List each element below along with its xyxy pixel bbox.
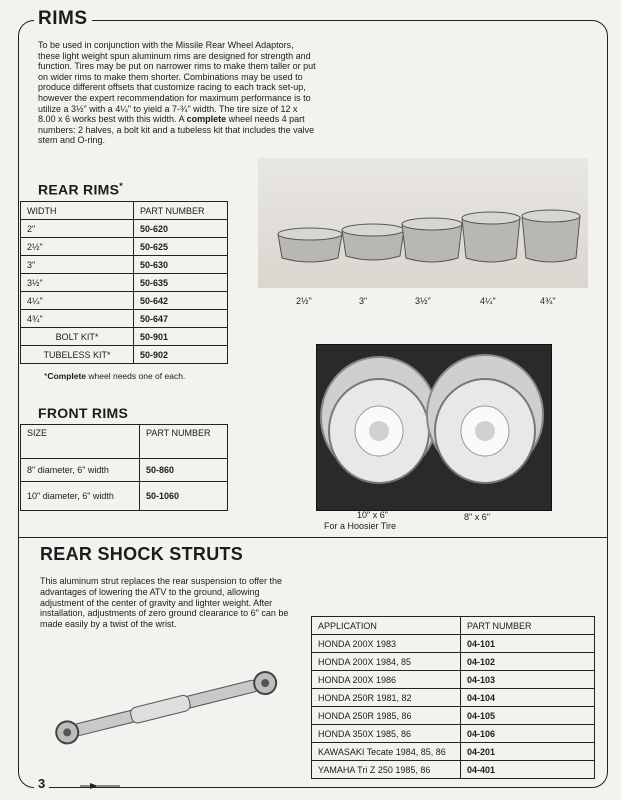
table-row [21, 346, 228, 364]
intro-text-bold: complete [186, 114, 227, 125]
part-number: 50-630 [134, 256, 228, 274]
part-number: 04-201 [461, 743, 595, 761]
rim-width: 3½" [21, 274, 134, 292]
application: HONDA 350X 1985, 86 [312, 725, 461, 743]
strut-illustration [40, 662, 290, 752]
kit-name: BOLT KIT* [21, 328, 134, 346]
table-row [312, 689, 595, 707]
table-row [312, 635, 595, 653]
table-row [312, 671, 595, 689]
shock-description: This aluminum strut replaces the rear suspension to offer the advantages of lowering the ATV to the ground, allowing adjustment of the center of gravity and lighter weight. After installation, adjustments of zero ground clearance to 6" can be made easily by a twist of the wrist. [40, 576, 289, 630]
front-rims-table [20, 424, 228, 511]
wheel-caption-left-sub: For a Hoosier Tire [324, 521, 397, 531]
table-header-row [312, 617, 595, 635]
table-row [21, 292, 228, 310]
application: HONDA 250R 1985, 86 [312, 707, 461, 725]
table-row [312, 761, 595, 779]
part-number: 50-642 [134, 292, 228, 310]
missile-logo-icon [80, 781, 120, 791]
table-row [312, 707, 595, 725]
part-number: 04-103 [461, 671, 595, 689]
rear-rims-photo [258, 158, 588, 288]
rims-intro [38, 40, 316, 146]
rims-illustration [258, 158, 588, 288]
part-number: 50-647 [134, 310, 228, 328]
application: HONDA 200X 1986 [312, 671, 461, 689]
col-header-size: SIZE [21, 425, 140, 459]
part-number: 50-860 [140, 459, 228, 482]
rear-rims-title-mark: * [119, 181, 124, 191]
note-rest: wheel needs one of each. [86, 371, 186, 381]
intro-text-a: To be used in conjunction with the Missile Rear Wheel Adaptors, these light weight spun aluminum rims are designed for strength and function. Tires may be put on narrower rims to make them taller or put on wider rims to make them shorter. Combinations may be used to produce different offsets that customize racing to each track set-up, however the expert recommendation for maximum performance is to utilize a 3½" with a 4¼" to yield a 7-¾" width. The tire size of 12 x 8.00 x 6 works best with this width. A [38, 40, 316, 125]
part-number: 50-901 [134, 328, 228, 346]
part-number: 04-102 [461, 653, 595, 671]
rim-label: 3" [359, 296, 368, 306]
table-row [21, 310, 228, 328]
table-header-row [21, 425, 228, 459]
shock-heading: REAR SHOCK STRUTS [40, 544, 244, 564]
rear-rims-heading [38, 181, 123, 198]
application: HONDA 200X 1984, 85 [312, 653, 461, 671]
note-bold: Complete [47, 371, 87, 381]
application: YAMAHA Tri Z 250 1985, 86 [312, 761, 461, 779]
application: HONDA 250R 1981, 82 [312, 689, 461, 707]
rim-label: 4¼" [480, 296, 496, 306]
rim-size: 8" diameter, 6" width [21, 459, 140, 482]
part-number: 50-902 [134, 346, 228, 364]
rim-label: 4¾" [540, 296, 556, 306]
application: KAWASAKI Tecate 1984, 85, 86 [312, 743, 461, 761]
rim-width: 2½" [21, 238, 134, 256]
table-row [21, 274, 228, 292]
rim-width: 2" [21, 220, 134, 238]
col-header-application: APPLICATION [312, 617, 461, 635]
shock-table [311, 616, 595, 779]
table-row [312, 743, 595, 761]
table-row [312, 653, 595, 671]
rim-label: 3½" [415, 296, 431, 306]
part-number: 50-1060 [140, 482, 228, 511]
page-number: 3 [34, 776, 49, 791]
part-number: 04-401 [461, 761, 595, 779]
intro-text-b: wheel needs 4 part numbers: 2 halves, a bolt kit and a tubeless kit that includes the valve stem and O-ring. [38, 114, 315, 146]
table-row [21, 328, 228, 346]
shock-strut-photo [40, 662, 290, 752]
note-mark: * [44, 371, 48, 381]
col-header-part: PART NUMBER [461, 617, 595, 635]
part-number: 04-104 [461, 689, 595, 707]
part-number: 04-106 [461, 725, 595, 743]
part-number: 04-101 [461, 635, 595, 653]
table-header-row [21, 202, 228, 220]
table-row [21, 459, 228, 482]
rims-heading: RIMS [34, 8, 92, 30]
rim-label: 2½" [296, 296, 312, 306]
rear-rims-title: REAR RIMS [38, 181, 120, 198]
rear-rims-note [44, 371, 185, 381]
wheel-caption-left: 10" x 6" [357, 510, 388, 520]
rim-width: 3" [21, 256, 134, 274]
col-header-width: WIDTH [21, 202, 134, 220]
table-row [21, 256, 228, 274]
rim-width: 4¼" [21, 292, 134, 310]
front-rims-heading: FRONT RIMS [38, 405, 129, 421]
front-wheels-photo [316, 344, 552, 511]
col-header-part: PART NUMBER [140, 425, 228, 459]
part-number: 50-635 [134, 274, 228, 292]
part-number: 50-625 [134, 238, 228, 256]
rim-size: 10" diameter, 6" width [21, 482, 140, 511]
table-row [312, 725, 595, 743]
table-row [21, 482, 228, 511]
section-divider [18, 537, 608, 538]
wheel-caption-right: 8" x 6" [464, 512, 490, 522]
table-row [21, 220, 228, 238]
table-row [21, 238, 228, 256]
kit-name: TUBELESS KIT* [21, 346, 134, 364]
part-number: 04-105 [461, 707, 595, 725]
wheels-illustration [317, 345, 551, 510]
application: HONDA 200X 1983 [312, 635, 461, 653]
rim-width: 4¾" [21, 310, 134, 328]
col-header-part: PART NUMBER [134, 202, 228, 220]
part-number: 50-620 [134, 220, 228, 238]
rear-rims-table [20, 201, 228, 364]
